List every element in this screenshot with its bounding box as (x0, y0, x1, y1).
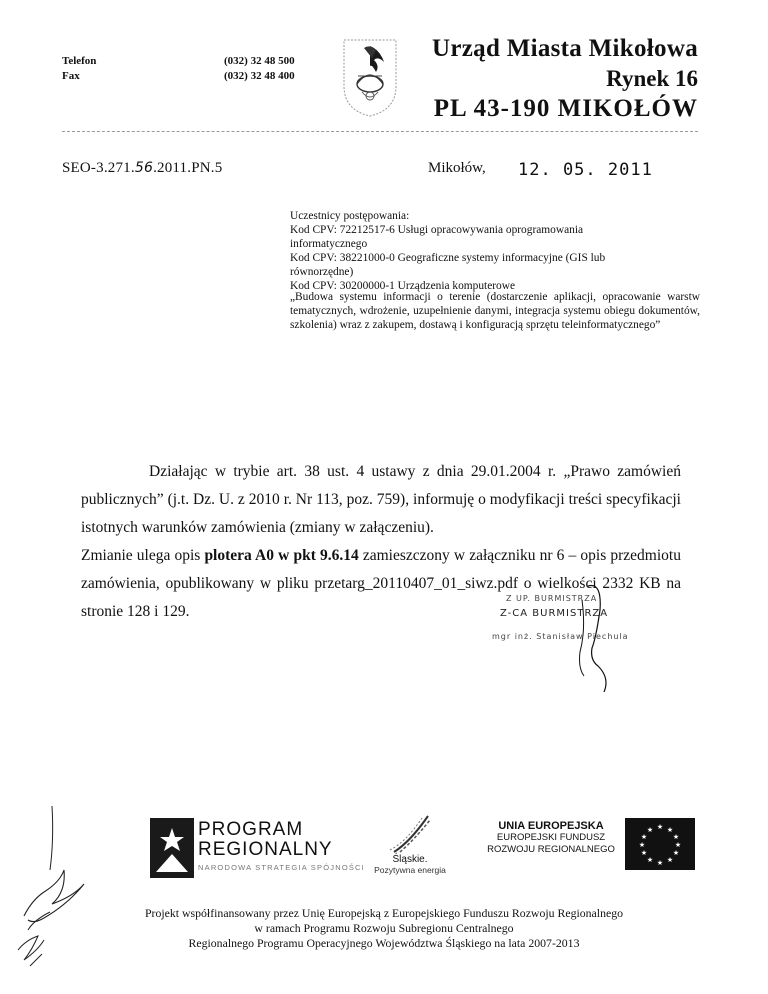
footer-logos (150, 812, 690, 882)
signature-stamp-line-2: Z-CA BURMISTRZA (500, 608, 609, 619)
contact-labels (62, 54, 96, 84)
signature-stamp (470, 580, 670, 700)
contact-values (224, 54, 295, 84)
margin-handwriting-icon (4, 800, 94, 990)
body-paragraph-2-end: zamieszczony w załączniku nr 6 – opis przedmiotu zamówienia, opublikowany w pliku przetarg_20110407_01_siwz.pdf o wielkości 2332 KB na stronie 128 i 129. (81, 547, 681, 620)
slaskie-logo-icon (388, 812, 434, 854)
footer-line-2: w ramach Programu Rozwoju Subregionu Centralnego (254, 921, 514, 935)
svg-text:★: ★ (674, 841, 682, 849)
office-street: Rynek 16 (606, 66, 698, 91)
signature-stamp-line-1: Z UP. BURMISTRZA (506, 594, 598, 603)
signature-stamp-line-3: mgr inż. Stanisław Piechula (492, 632, 629, 641)
eu-fund-line-2: ROZWOJU REGIONALNEGO (487, 844, 615, 855)
svg-text:★: ★ (672, 849, 680, 857)
addressee-line: informatycznego (290, 238, 368, 250)
coat-of-arms-icon (340, 36, 400, 120)
footer-line-1: Projekt współfinansowany przez Unię Europejską z Europejskiego Funduszu Rozwoju Regionalnego (145, 906, 623, 920)
slaskie-tagline: Pozytywna energia (374, 865, 446, 875)
program-regionalny-text (198, 820, 365, 872)
svg-text:★: ★ (666, 856, 674, 864)
slaskie-text (370, 854, 450, 875)
fax-value: (032) 32 48 400 (224, 70, 295, 82)
subject-block: „Budowa systemu informacji o terenie (dostarczenie aplikacji, opracowanie warstw tematycznych, wdrożenie, uzupełnienie danymi, integracja systemu obiegu dokumentów, szkolenia) wraz z zakupem, dostawą i konfiguracją sprzętu teleinformatycznego” (290, 291, 700, 331)
addressee-line: Kod CPV: 72212517-6 Usługi opracowywania oprogramowania (290, 224, 584, 236)
body-paragraph-2-start: Zmianie ulega opis (81, 547, 205, 564)
date-stamp: 12. 05. 2011 (518, 160, 653, 180)
svg-text:★: ★ (666, 826, 674, 834)
eu-fund-text (486, 820, 616, 856)
svg-text:★: ★ (640, 833, 648, 841)
fax-label: Fax (62, 70, 80, 82)
reference-prefix: SEO-3.271. (62, 160, 135, 176)
addressee-line: równorzędne) (290, 266, 354, 278)
svg-text:★: ★ (646, 856, 654, 864)
slaskie-name: Śląskie. (392, 854, 428, 865)
handwritten-signature-icon (470, 580, 670, 700)
addressee-line: Kod CPV: 30200000-1 Urządzenia komputerowe (290, 280, 516, 292)
footer-text (100, 906, 668, 951)
program-line-3: NARODOWA STRATEGIA SPÓJNOŚCI (198, 863, 365, 872)
eu-flag-icon (625, 818, 695, 870)
program-regionalny-logo-icon (150, 818, 194, 878)
reference-number (62, 160, 222, 177)
reference-handwritten-number: 56 (134, 160, 154, 176)
header-divider (62, 131, 698, 132)
reference-suffix: .2011.PN.5 (153, 160, 223, 176)
phone-label: Telefon (62, 55, 97, 67)
program-line-2: REGIONALNY (198, 839, 333, 860)
program-line-1: PROGRAM (198, 819, 304, 840)
addressee-block (290, 209, 700, 293)
office-postal-city: PL 43-190 MIKOŁÓW (433, 95, 698, 122)
office-name: Urząd Miasta Mikołowa (432, 35, 698, 62)
svg-text:★: ★ (640, 849, 648, 857)
body-paragraph-1: Działając w trybie art. 38 ust. 4 ustawy z dnia 29.01.2004 r. „Prawo zamówień publicznych” (j.t. Dz. U. z 2010 r. Nr 113, poz. 759), informuję o modyfikacji treści specyfikacji istotnych warunków zamówienia (zmiany w załączeniu). (81, 463, 681, 536)
phone-value: (032) 32 48 500 (224, 55, 295, 67)
place-label: Mikołów, (428, 160, 486, 176)
svg-text:★: ★ (672, 833, 680, 841)
svg-text:★: ★ (646, 826, 654, 834)
office-address-block (432, 34, 698, 124)
body-paragraph-2-bold: plotera A0 w pkt 9.6.14 (204, 547, 359, 564)
svg-text:★: ★ (656, 823, 664, 831)
eu-title: UNIA EUROPEJSKA (498, 820, 604, 832)
addressee-line: Uczestnicy postępowania: (290, 210, 410, 222)
addressee-line: Kod CPV: 38221000-0 Geograficzne systemy informacyjne (GIS lub (290, 252, 606, 264)
footer-line-3: Regionalnego Programu Operacyjnego Województwa Śląskiego na lata 2007-2013 (188, 936, 580, 950)
svg-text:★: ★ (638, 841, 646, 849)
eu-fund-line-1: EUROPEJSKI FUNDUSZ (496, 832, 606, 843)
svg-text:★: ★ (656, 859, 664, 867)
